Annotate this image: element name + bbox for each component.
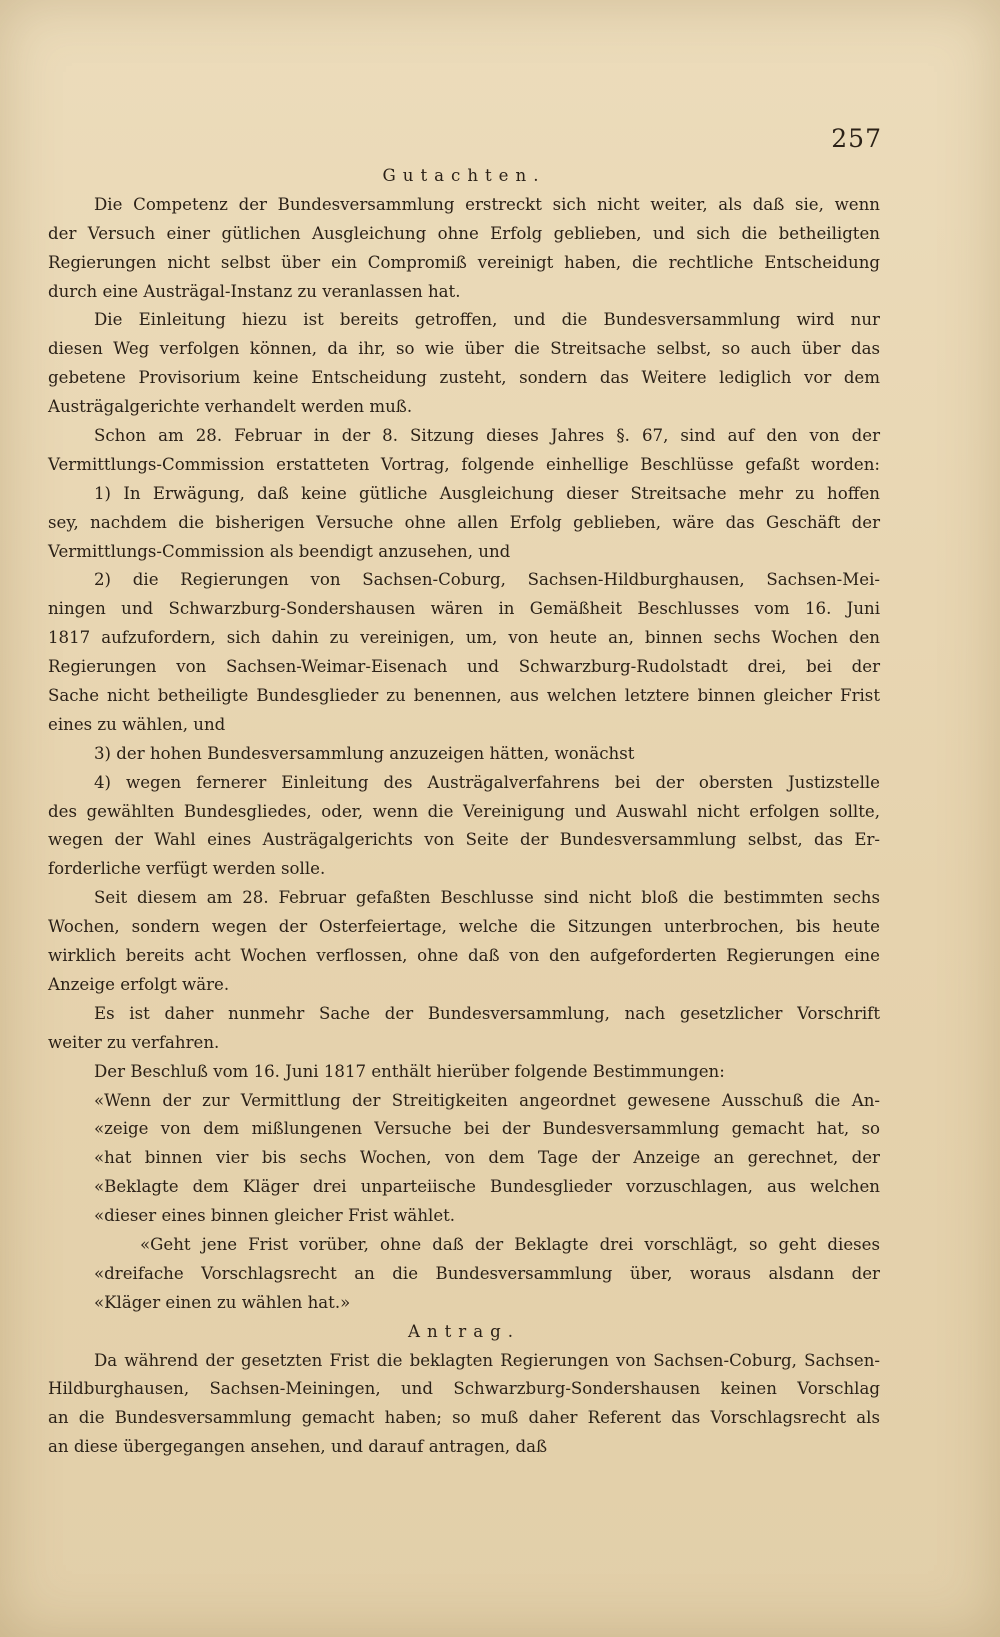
text-line: an diese übergegangen ansehen, und darauf antragen, daß <box>48 1437 548 1457</box>
text-line: der Versuch einer gütlichen Ausgleichung ohne Erfolg geblieben, und sich die betheiligten <box>48 223 880 243</box>
text-lines <box>48 191 880 1462</box>
text-line: Austrägalgerichte verhandelt werden muß. <box>48 397 413 417</box>
text-line: 1) In Erwägung, daß keine gütliche Ausgleichung dieser Streitsache mehr zu hoffen <box>94 483 880 503</box>
section-heading: Gutachten. <box>382 166 546 185</box>
text-line: Es ist daher nunmehr Sache der Bundesversammlung, nach gesetzlicher Vorschrift <box>94 1003 880 1023</box>
text-line: «dreifache Vorschlagsrecht an die Bundesversammlung über, woraus alsdann der <box>94 1263 880 1283</box>
text-line: Schon am 28. Februar in der 8. Sitzung dieses Jahres §. 67, sind auf den von der <box>94 426 880 446</box>
text-line: «Beklagte dem Kläger drei unparteiische Bundesglieder vorzuschlagen, aus welchen <box>94 1177 880 1197</box>
text-line: 4) wegen fernerer Einleitung des Austrägalverfahrens bei der obersten Justizstelle <box>94 772 880 792</box>
text-line: «Kläger einen zu wählen hat.» <box>94 1292 351 1312</box>
text-line: 3) der hohen Bundesversammlung anzuzeigen hätten, wonächst <box>94 743 635 763</box>
text-line: sey, nachdem die bisherigen Versuche ohne allen Erfolg geblieben, wäre das Geschäft der <box>48 512 880 532</box>
text-line: des gewählten Bundesgliedes, oder, wenn die Vereinigung und Auswahl nicht erfolgen sollte, <box>48 801 880 821</box>
text-line: «hat binnen vier bis sechs Wochen, von dem Tage der Anzeige an gerechnet, der <box>94 1148 880 1168</box>
text-line: 2) die Regierungen von Sachsen-Coburg, Sachsen-Hildburghausen, Sachsen-Mei- <box>94 570 880 590</box>
text-line: Die Competenz der Bundesversammlung erstreckt sich nicht weiter, als daß sie, wenn <box>94 194 880 214</box>
text-line: Regierungen von Sachsen-Weimar-Eisenach und Schwarzburg-Rudolstadt drei, bei der <box>48 657 880 677</box>
text-line: Der Beschluß vom 16. Juni 1817 enthält hierüber folgende Bestimmungen: <box>94 1061 725 1081</box>
text-line: «Geht jene Frist vorüber, ohne daß der Beklagte drei vorschlägt, so geht dieses <box>140 1234 880 1254</box>
text-line: «dieser eines binnen gleicher Frist wählet. <box>94 1206 456 1226</box>
section-heading: Antrag. <box>407 1321 521 1341</box>
text-line: Anzeige erfolgt wäre. <box>48 974 230 994</box>
page-number: 257 <box>831 124 882 153</box>
text-line: ningen und Schwarzburg-Sondershausen wären in Gemäßheit Beschlusses vom 16. Juni <box>48 599 880 619</box>
text-line: Hildburghausen, Sachsen-Meiningen, und Schwarzburg-Sondershausen keinen Vorschlag <box>48 1379 880 1399</box>
text-line: durch eine Austrägal-Instanz zu veranlassen hat. <box>48 281 461 301</box>
text-line: Regierungen nicht selbst über ein Compromiß vereinigt haben, die rechtliche Entscheidung <box>48 252 880 272</box>
text-line: Vermittlungs-Commission erstatteten Vortrag, folgende einhellige Beschlüsse gefaßt worden: <box>48 454 880 474</box>
text-line: forderliche verfügt werden solle. <box>48 859 326 879</box>
text-line: Da während der gesetzten Frist die beklagten Regierungen von Sachsen-Coburg, Sachsen- <box>94 1350 880 1370</box>
text-line: 1817 aufzufordern, sich dahin zu vereinigen, um, von heute an, binnen sechs Wochen den <box>48 628 880 648</box>
text-line: diesen Weg verfolgen können, da ihr, so wie über die Streitsache selbst, so auch über das <box>48 339 880 359</box>
text-line: Sache nicht betheiligte Bundesglieder zu benennen, aus welchen letztere binnen gleicher Frist <box>48 686 880 706</box>
text-line: wirklich bereits acht Wochen verflossen, ohne daß von den aufgeforderten Regierungen eine <box>48 946 880 966</box>
text-line: Vermittlungs-Commission als beendigt anzusehen, und <box>48 541 511 561</box>
text-line: «Wenn der zur Vermittlung der Streitigkeiten angeordnet gewesene Ausschuß die An- <box>94 1090 880 1110</box>
text-line: weiter zu verfahren. <box>48 1032 220 1052</box>
text-line: Die Einleitung hiezu ist bereits getroffen, und die Bundesversammlung wird nur <box>94 310 880 330</box>
text-line: Wochen, sondern wegen der Osterfeiertage, welche die Sitzungen unterbrochen, bis heute <box>48 917 880 937</box>
text-line: wegen der Wahl eines Austrägalgerichts von Seite der Bundesversammlung selbst, das Er- <box>48 830 880 850</box>
text-line: eines zu wählen, und <box>48 714 226 734</box>
text-line: an die Bundesversammlung gemacht haben; so muß daher Referent das Vorschlagsrecht als <box>48 1408 880 1428</box>
text-line: «zeige von dem mißlungenen Versuche bei der Bundesversammlung gemacht hat, so <box>94 1119 880 1139</box>
text-line: Seit diesem am 28. Februar gefaßten Beschlusse sind nicht bloß die bestimmten sechs <box>94 888 880 908</box>
text-line: gebetene Provisorium keine Entscheidung zusteht, sondern das Weitere lediglich vor dem <box>48 368 880 388</box>
text-body <box>48 162 880 1462</box>
